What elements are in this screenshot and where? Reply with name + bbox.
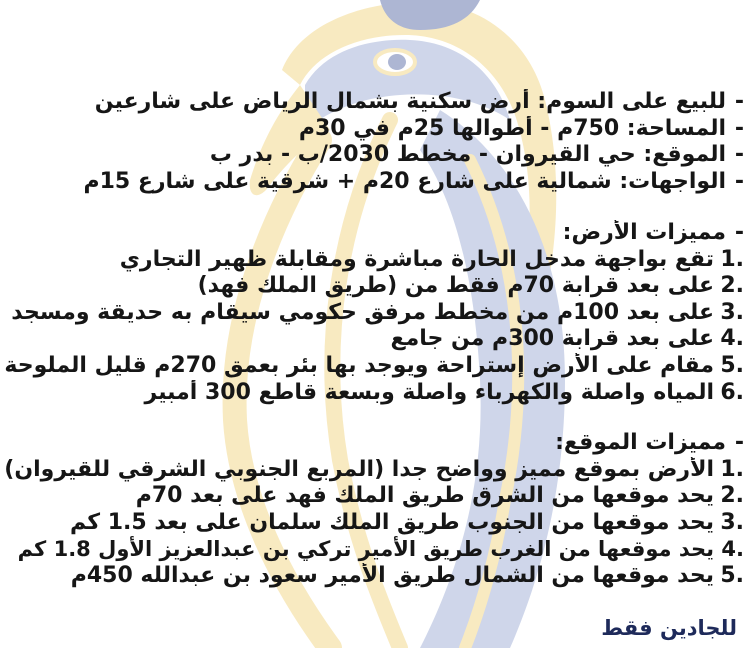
falcon-pupil (388, 54, 406, 70)
item-number: 6. (720, 379, 744, 405)
item-text: الأرض بموقع مميز وواضح جدا (المربع الجنوبي الشرقي للقيروان) (4, 456, 714, 482)
footer-note: للجادين فقط (601, 616, 737, 640)
item-text: تقع بواجهة مدخل الحارة مباشرة ومقابلة ظهير التجاري (119, 246, 714, 272)
section-heading: مميزات الموقع: (555, 430, 726, 455)
land-feature-item (4, 273, 748, 300)
footer-row (4, 615, 748, 642)
detail-row-location (4, 142, 748, 169)
item-number: 3. (720, 509, 744, 535)
land-feature-item (4, 353, 748, 380)
land-feature-item (4, 247, 748, 274)
item-number: 1. (720, 456, 744, 482)
location-features-heading-row (4, 430, 748, 457)
location-features-section (4, 430, 748, 590)
item-number: 3. (720, 299, 744, 325)
item-text: المياه واصلة والكهرباء واصلة وبسعة قاطع 300 أمبير (144, 379, 714, 405)
detail-row-offer (4, 89, 748, 116)
detail-text-area: المساحة: 750م - أطوالها 25م في 30م (298, 115, 726, 141)
location-feature-item (4, 457, 748, 484)
detail-text-offer: للبيع على السوم: أرض سكنية بشمال الرياض على شارعين (94, 89, 726, 114)
detail-row-frontages (4, 169, 748, 196)
item-text: يحد موقعها من الشمال طريق الأمير سعود بن عبدالله 450م (70, 562, 714, 588)
bullet-dash: - (734, 220, 744, 245)
location-feature-item (4, 536, 748, 563)
bullet-dash: - (734, 89, 744, 114)
listing-details (4, 89, 748, 195)
item-text: على بعد قرابة 300م من جامع (390, 326, 714, 352)
location-feature-item (4, 510, 748, 537)
item-text: يحد موقعها من الغرب طريق الأمير تركي بن عبدالعزيز الأول 1.8 كم (17, 537, 714, 562)
location-feature-item (4, 483, 748, 510)
item-number: 4. (720, 326, 744, 352)
item-text: يحد موقعها من الشرق طريق الملك فهد على بعد 70م (135, 483, 714, 509)
item-text: يحد موقعها من الجنوب طريق الملك سلمان على بعد 1.5 كم (69, 509, 714, 535)
detail-text-frontages: الواجهات: شمالية على شارع 20م + شرقية على شارع 15م (83, 168, 726, 194)
bullet-dash: - (734, 168, 744, 194)
detail-text-location: الموقع: حي القيروان - مخطط 2030/ب - بدر ب (209, 142, 726, 168)
bullet-dash: - (734, 142, 744, 168)
land-feature-item (4, 300, 748, 327)
item-text: على بعد 100م من مخطط مرفق حكومي سيقام به حديقة ومسجد (11, 299, 714, 325)
bullet-dash: - (734, 430, 744, 455)
land-feature-item (4, 380, 748, 407)
detail-row-area (4, 116, 748, 143)
item-number: 2. (720, 273, 744, 299)
land-features-section (4, 220, 748, 406)
item-number: 4. (721, 537, 744, 562)
land-features-heading-row (4, 220, 748, 247)
item-number: 5. (720, 352, 744, 378)
bullet-dash: - (734, 115, 744, 141)
section-heading: مميزات الأرض: (562, 220, 726, 245)
item-number: 1. (720, 246, 744, 272)
item-text: مقام على الأرض إستراحة ويوجد بها بئر بعمق 270م قليل الملوحة (4, 352, 714, 378)
item-text: على بعد قرابة 70م فقط من (طريق الملك فهد) (197, 273, 714, 299)
item-number: 5. (720, 562, 744, 588)
land-feature-item (4, 326, 748, 353)
footer (4, 615, 748, 642)
item-number: 2. (720, 483, 744, 509)
location-feature-item (4, 563, 748, 590)
